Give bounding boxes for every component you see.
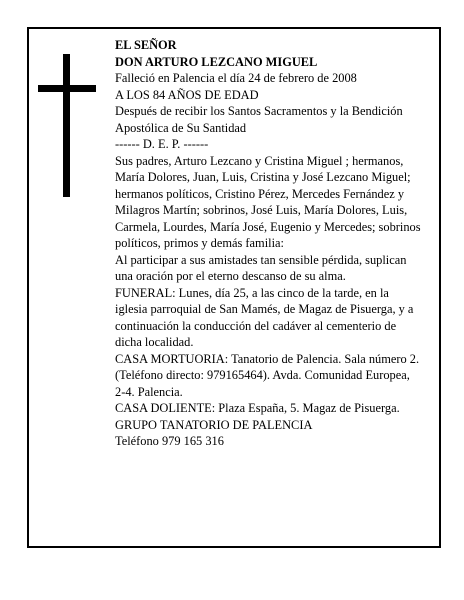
request-paragraph: Al participar a sus amistades tan sensible pérdida, suplican una oración por el eterno descanso de su alma. <box>115 252 407 283</box>
family-paragraph: Sus padres, Arturo Lezcano y Cristina Miguel ; hermanos, María Dolores, Juan, Luis, Cristina y José Lezcano Miguel; hermanos políticos, Cristino Pérez, Mercedes Fernández y Milagros Martín; sobrinos, José Luis, María Dolores, Luis, Carmela, Lourdes, María José, Eugenio y Mercedes; sobrinos políticos, primos y demás familia: <box>115 153 421 250</box>
dep-line: ------ D. E. P. ------ <box>115 137 209 151</box>
title-line: EL SEÑOR <box>115 38 177 52</box>
funeral-paragraph: FUNERAL: Lunes, día 25, a las cinco de la tarde, en la iglesia parroquial de San Mamés, de Magaz de Pisuerga, y a continuación la conducción del cadáver al cementerio de dicha localidad. <box>115 285 414 349</box>
phone-line: Teléfono 979 165 316 <box>115 434 224 448</box>
obituary-text <box>115 37 423 450</box>
deceased-name: DON ARTURO LEZCANO MIGUEL <box>115 54 318 69</box>
cross-vertical-bar <box>63 54 70 197</box>
sacraments-line: Después de recibir los Santos Sacramentos y la Bendición Apostólica de Su Santidad <box>115 104 403 135</box>
mourning-house-paragraph: CASA DOLIENTE: Plaza España, 5. Magaz de Pisuerga. <box>115 401 400 415</box>
company-line: GRUPO TANATORIO DE PALENCIA <box>115 417 313 432</box>
cross-horizontal-bar <box>38 85 96 92</box>
death-date-line: Falleció en Palencia el día 24 de febrero de 2008 <box>115 71 357 85</box>
age-line: A LOS 84 AÑOS DE EDAD <box>115 87 259 102</box>
mortuary-paragraph: CASA MORTUORIA: Tanatorio de Palencia. Sala número 2. (Teléfono directo: 979165464). Avda. Comunidad Europea, 2-4. Palencia. <box>115 351 420 399</box>
